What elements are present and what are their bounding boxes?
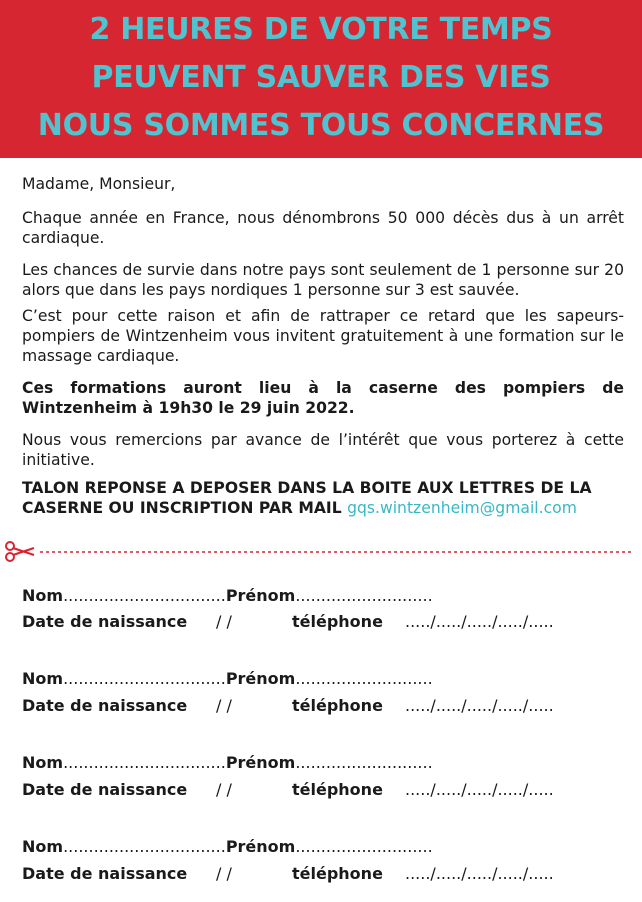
scissors-icon [6,542,34,561]
phone-field[interactable]: ...../...../...../...../..... [405,864,554,883]
reply-instructions: TALON REPONSE A DEPOSER DANS LA BOITE AUX LETTRES DE LA CASERNE OU INSCRIPTION PAR MAIL [22,479,592,517]
nom-label: Nom [22,586,64,605]
form-block-1-name-row [22,586,433,605]
form-block-4-name-row [22,837,433,856]
nom-label: Nom [22,753,64,772]
paragraph-2: Les chances de survie dans notre pays sont seulement de 1 personne sur 20 alors que dans les pays nordiques 1 personne sur 3 est sauvée. [22,261,624,299]
nom-label: Nom [22,837,64,856]
birth-field[interactable]: / / [216,780,232,799]
phone-label: téléphone [292,864,383,883]
phone-field[interactable]: ...../...../...../...../..... [405,696,554,715]
birth-field[interactable]: / / [216,696,232,715]
birth-label: Date de naissance [22,696,188,715]
paragraph-6 [22,478,624,518]
form-block-3-name-row [22,753,433,772]
greeting: Madame, Monsieur, [22,175,176,193]
paragraph-3: C’est pour cette raison et afin de rattraper ce retard que les sapeurs-pompiers de Wintzenheim vous invitent gratuitement à une formation sur le massage cardiaque. [22,307,624,365]
paragraph-1: Chaque année en France, nous dénombrons 50 000 décès dus à un arrêt cardiaque. [22,209,624,247]
birth-label: Date de naissance [22,780,188,799]
headline-line-2: PEUVENT SAUVER DES VIES [91,60,551,95]
prenom-field[interactable]: ........................... [295,586,433,605]
header-banner [0,0,642,158]
prenom-field[interactable]: ........................... [295,753,433,772]
phone-field[interactable]: ...../...../...../...../..... [405,612,554,631]
birth-field[interactable]: / / [216,864,232,883]
email-link[interactable]: gqs.wintzenheim@gmail.com [347,499,577,517]
nom-field[interactable]: ................................ [63,753,226,772]
phone-label: téléphone [292,780,383,799]
phone-field[interactable]: ...../...../...../...../..... [405,780,554,799]
paragraph-4: Ces formations auront lieu à la caserne des pompiers de Wintzenheim à 19h30 le 29 juin 2022. [22,379,624,417]
nom-label: Nom [22,669,64,688]
phone-label: téléphone [292,696,383,715]
headline-line-3: NOUS SOMMES TOUS CONCERNES [37,108,605,143]
form-block-2-name-row [22,669,433,688]
nom-field[interactable]: ................................ [63,669,226,688]
nom-field[interactable]: ................................ [63,586,226,605]
prenom-label: Prénom [225,837,296,856]
headline-line-1: 2 HEURES DE VOTRE TEMPS [89,12,553,47]
nom-field[interactable]: ................................ [63,837,226,856]
prenom-label: Prénom [225,586,296,605]
paragraph-5: Nous vous remercions par avance de l’intérêt que vous porterez à cette initiative. [22,431,624,469]
prenom-label: Prénom [225,669,296,688]
birth-field[interactable]: / / [216,612,232,631]
cut-line [4,538,636,564]
prenom-field[interactable]: ........................... [295,837,433,856]
prenom-field[interactable]: ........................... [295,669,433,688]
birth-label: Date de naissance [22,612,188,631]
prenom-label: Prénom [225,753,296,772]
birth-label: Date de naissance [22,864,188,883]
phone-label: téléphone [292,612,383,631]
